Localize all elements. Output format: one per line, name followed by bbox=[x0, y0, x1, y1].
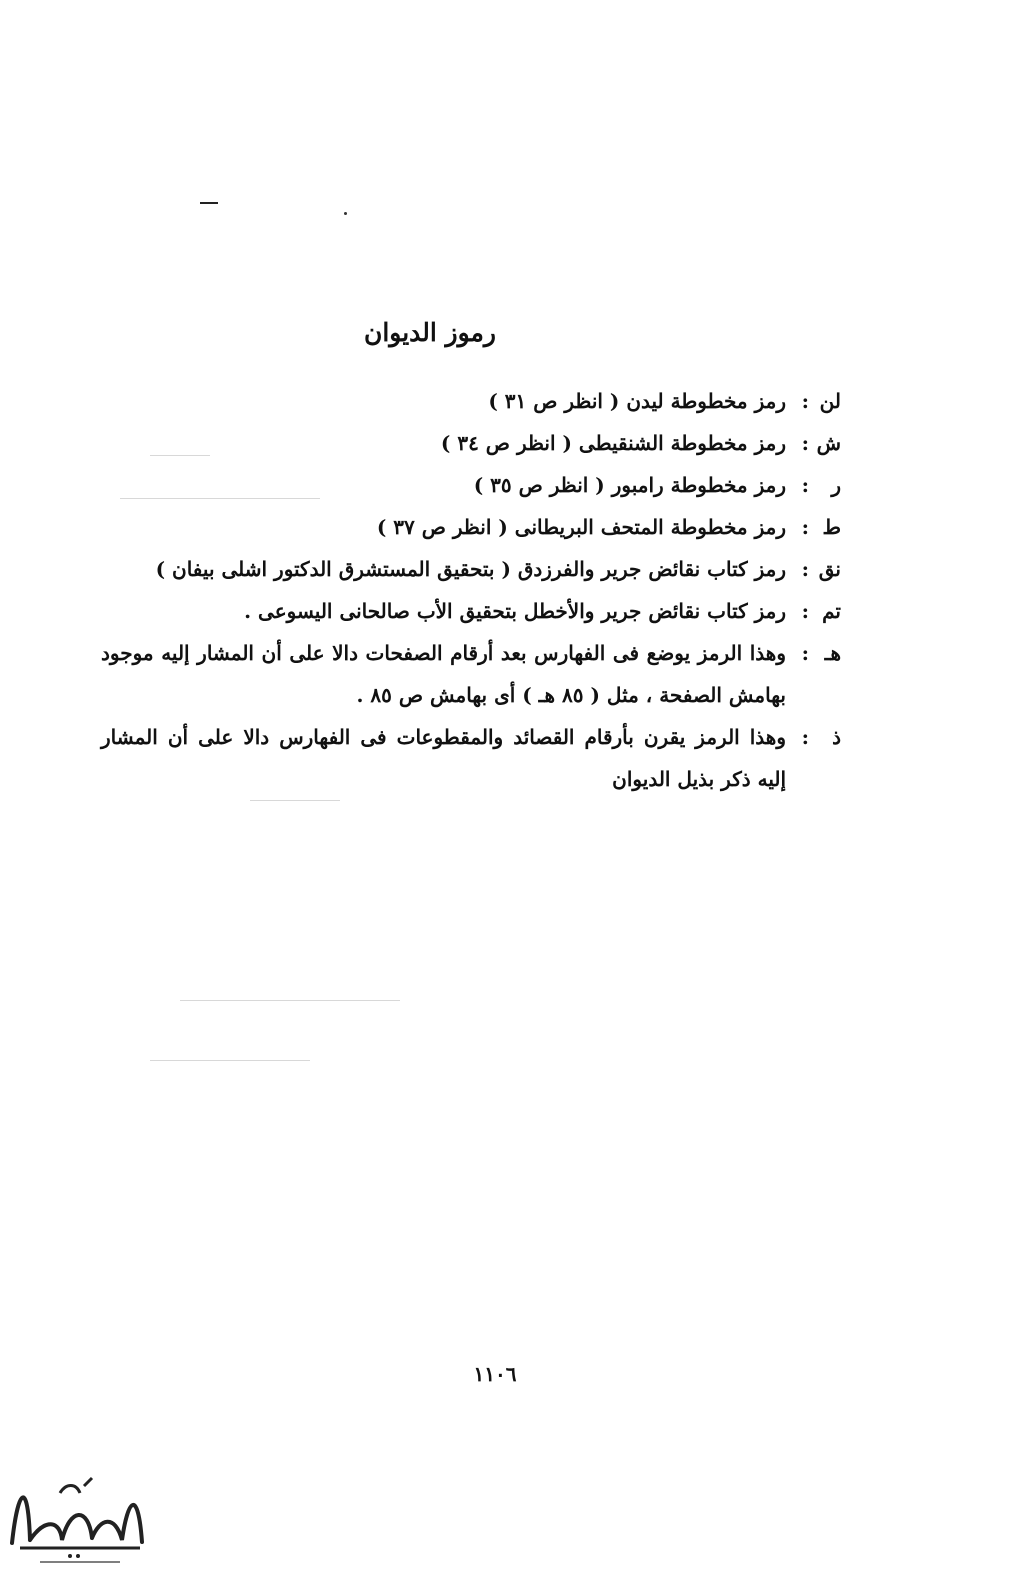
entry-colon: : bbox=[801, 725, 809, 749]
list-item bbox=[101, 506, 841, 548]
page-mark-dash bbox=[200, 202, 218, 204]
list-item bbox=[101, 632, 841, 716]
entry-colon: : bbox=[801, 431, 809, 455]
page-number: ١١٠٦ bbox=[473, 1362, 517, 1386]
entry-colon: : bbox=[801, 515, 809, 539]
entry-text: رمز كتاب نقائض جرير والأخطل بتحقيق الأب صالحانى اليسوعى . bbox=[244, 599, 786, 623]
list-item bbox=[101, 464, 841, 506]
page-mark-dot bbox=[344, 212, 347, 215]
page-title: رموز الديوان bbox=[363, 318, 497, 347]
list-item bbox=[101, 590, 841, 632]
library-stamp-icon bbox=[0, 1448, 160, 1578]
entry-text: رمز مخطوطة رامبور ( انظر ص ٣٥ ) bbox=[473, 473, 786, 497]
entry-colon: : bbox=[801, 599, 809, 623]
entry-colon: : bbox=[801, 473, 809, 497]
entry-colon: : bbox=[801, 641, 809, 665]
symbols-list bbox=[101, 380, 841, 800]
entry-text: رمز مخطوطة ليدن ( انظر ص ٣١ ) bbox=[488, 389, 786, 413]
entry-colon: : bbox=[801, 557, 809, 581]
list-item bbox=[101, 548, 841, 590]
bleed-through-mark bbox=[180, 1000, 400, 1001]
entry-colon: : bbox=[801, 389, 809, 413]
entry-text: رمز مخطوطة الشنقيطى ( انظر ص ٣٤ ) bbox=[440, 431, 786, 455]
bleed-through-mark bbox=[150, 1060, 310, 1061]
list-item bbox=[101, 422, 841, 464]
entry-symbol: ط bbox=[822, 515, 841, 539]
entry-symbol: ذ bbox=[832, 725, 841, 749]
entry-symbol: لن bbox=[819, 389, 841, 413]
list-item bbox=[101, 716, 841, 800]
entry-text: رمز كتاب نقائض جرير والفرزدق ( بتحقيق المستشرق الدكتور اشلى بيفان ) bbox=[155, 557, 786, 581]
entry-text: وهذا الرمز يوضع فى الفهارس بعد أرقام الصفحات دالا على أن المشار إليه موجود بهامش الصفحة ، مثل ( ٨٥ هـ ) أى بهامش ص ٨٥ . bbox=[101, 641, 786, 707]
entry-symbol: نق bbox=[818, 557, 841, 581]
bleed-through-mark bbox=[150, 455, 210, 456]
entry-text: وهذا الرمز يقرن بأرقام القصائد والمقطوعات فى الفهارس دالا على أن المشار إليه ذكر بذيل الديوان bbox=[101, 725, 786, 791]
stamp-calligraphy bbox=[0, 1448, 160, 1578]
bleed-through-mark bbox=[250, 800, 340, 801]
entry-text: رمز مخطوطة المتحف البريطانى ( انظر ص ٣٧ ) bbox=[376, 515, 786, 539]
entry-symbol: تم bbox=[822, 599, 841, 623]
bleed-through-mark bbox=[120, 498, 320, 499]
entry-symbol: هـ bbox=[824, 641, 841, 665]
list-item bbox=[101, 380, 841, 422]
entry-symbol: ش bbox=[816, 431, 841, 455]
entry-symbol: ر bbox=[831, 473, 841, 497]
